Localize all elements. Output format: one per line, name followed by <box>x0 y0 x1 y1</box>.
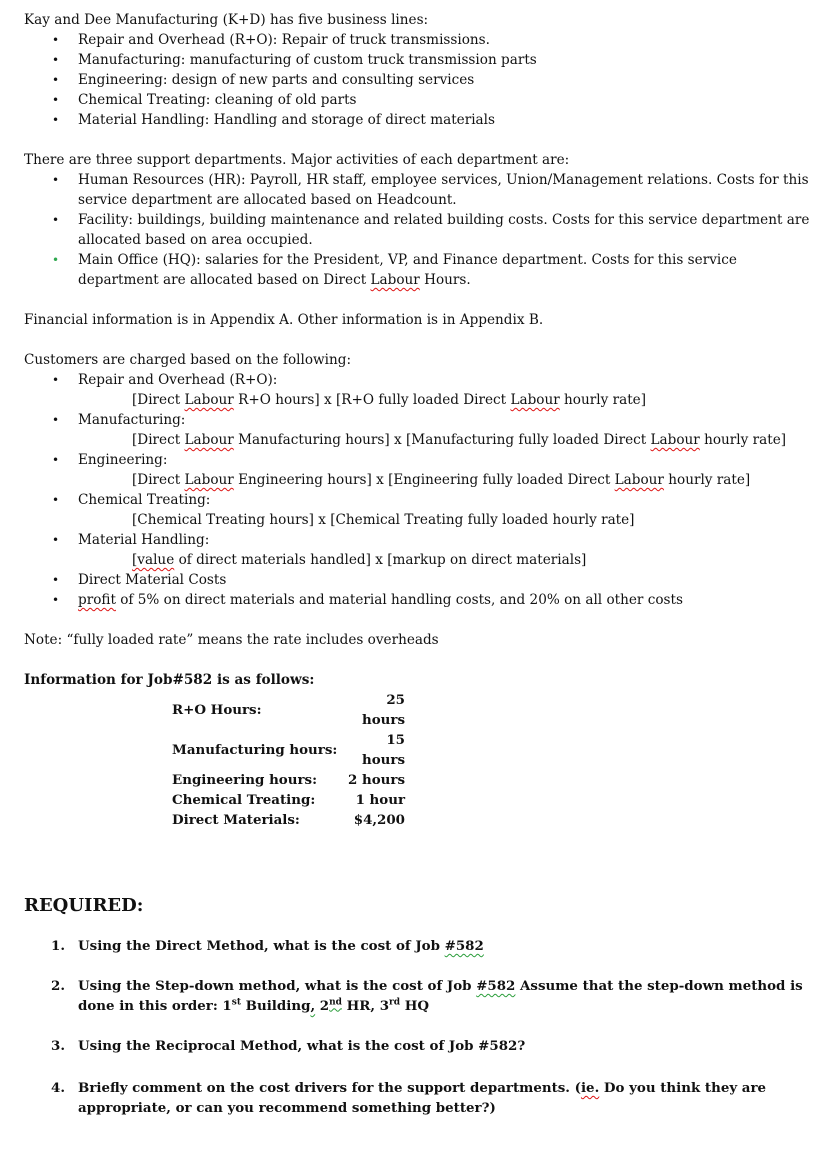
charge-material-handling: • Material Handling: [value of direct materials handled] x [markup on direct materials] <box>24 530 814 570</box>
spellcheck-word: Labour <box>370 272 420 288</box>
charge-ro-formula: [Direct Labour R+O hours] x [R+O fully loaded Direct Labour hourly rate] <box>132 392 647 408</box>
charge-manufacturing: • Manufacturing: [Direct Labour Manufacturing hours] x [Manufacturing fully loaded Direct Labour hourly rate] <box>24 410 814 450</box>
job-heading: Information for Job#582 is as follows: <box>24 672 315 688</box>
question-4: 4. Briefly comment on the cost drivers for the support departments. (ie. Do you think they are appropriate, or can you recommend something better?) <box>51 1080 767 1116</box>
required-heading: REQUIRED: <box>24 895 144 916</box>
question-3: 3. Using the Reciprocal Method, what is the cost of Job #582? <box>51 1038 526 1054</box>
support-heading: There are three support departments. Major activities of each department are: <box>24 152 570 168</box>
charge-chemical: • Chemical Treating: [Chemical Treating hours] x [Chemical Treating fully loaded hourly rate] <box>24 490 814 530</box>
support-hq: • Main Office (HQ): salaries for the President, VP, and Finance department. Costs for this service department are allocated based on Direct Labour Hours. <box>24 250 814 290</box>
business-line: • Engineering: design of new parts and consulting services <box>24 70 814 90</box>
document-page <box>24 10 814 1118</box>
job-row: Engineering hours: 2 hours <box>172 772 405 788</box>
charges-list <box>24 370 814 610</box>
question-2: 2. Using the Step-down method, what is the cost of Job #582 Assume that the step-down method is done in this order: 1st Building, 2nd HR, 3rd HQ <box>51 978 803 1014</box>
job-row: Chemical Treating: 1 hour <box>172 792 405 808</box>
fully-loaded-note: Note: “fully loaded rate” means the rate includes overheads <box>24 632 439 648</box>
business-line: • Chemical Treating: cleaning of old parts <box>24 90 814 110</box>
charge-engineering-formula: [Direct Labour Engineering hours] x [Engineering fully loaded Direct Labour hourly rate] <box>132 472 751 488</box>
charges-heading: Customers are charged based on the following: <box>24 352 352 368</box>
charge-material-handling-formula: [value of direct materials handled] x [markup on direct materials] <box>132 552 587 568</box>
job-row: R+O Hours: 25 hours <box>172 692 405 728</box>
charge-ro: • Repair and Overhead (R+O): [Direct Labour R+O hours] x [R+O fully loaded Direct Labour hourly rate] <box>24 370 814 410</box>
appendix-note: Financial information is in Appendix A. Other information is in Appendix B. <box>24 312 544 328</box>
intro-heading: Kay and Dee Manufacturing (K+D) has five business lines: <box>24 12 429 28</box>
business-lines-list <box>24 30 814 130</box>
charge-direct-material: • Direct Material Costs <box>24 570 814 590</box>
business-line: • Material Handling: Handling and storage of direct materials <box>24 110 814 130</box>
charge-chemical-formula: [Chemical Treating hours] x [Chemical Treating fully loaded hourly rate] <box>132 512 635 528</box>
required-questions <box>24 936 814 1118</box>
job-info-table <box>172 690 405 830</box>
charge-profit: • profit of 5% on direct materials and material handling costs, and 20% on all other costs <box>24 590 814 610</box>
business-line: • Manufacturing: manufacturing of custom truck transmission parts <box>24 50 814 70</box>
business-line: • Repair and Overhead (R+O): Repair of truck transmissions. <box>24 30 814 50</box>
charge-engineering: • Engineering: [Direct Labour Engineering hours] x [Engineering fully loaded Direct Labour hourly rate] <box>24 450 814 490</box>
charge-manufacturing-formula: [Direct Labour Manufacturing hours] x [Manufacturing fully loaded Direct Labour hourly rate] <box>132 432 787 448</box>
support-hr: • Human Resources (HR): Payroll, HR staff, employee services, Union/Management relations. Costs for this service department are allocated based on Headcount. <box>24 170 814 210</box>
job-row: Direct Materials: $4,200 <box>172 812 405 828</box>
support-facility: • Facility: buildings, building maintenance and related building costs. Costs for this service department are allocated based on area occupied. <box>24 210 814 250</box>
support-departments-list <box>24 170 814 290</box>
question-1: 1. Using the Direct Method, what is the cost of Job #582 <box>51 938 484 954</box>
job-row: Manufacturing hours: 15 hours <box>172 732 405 768</box>
